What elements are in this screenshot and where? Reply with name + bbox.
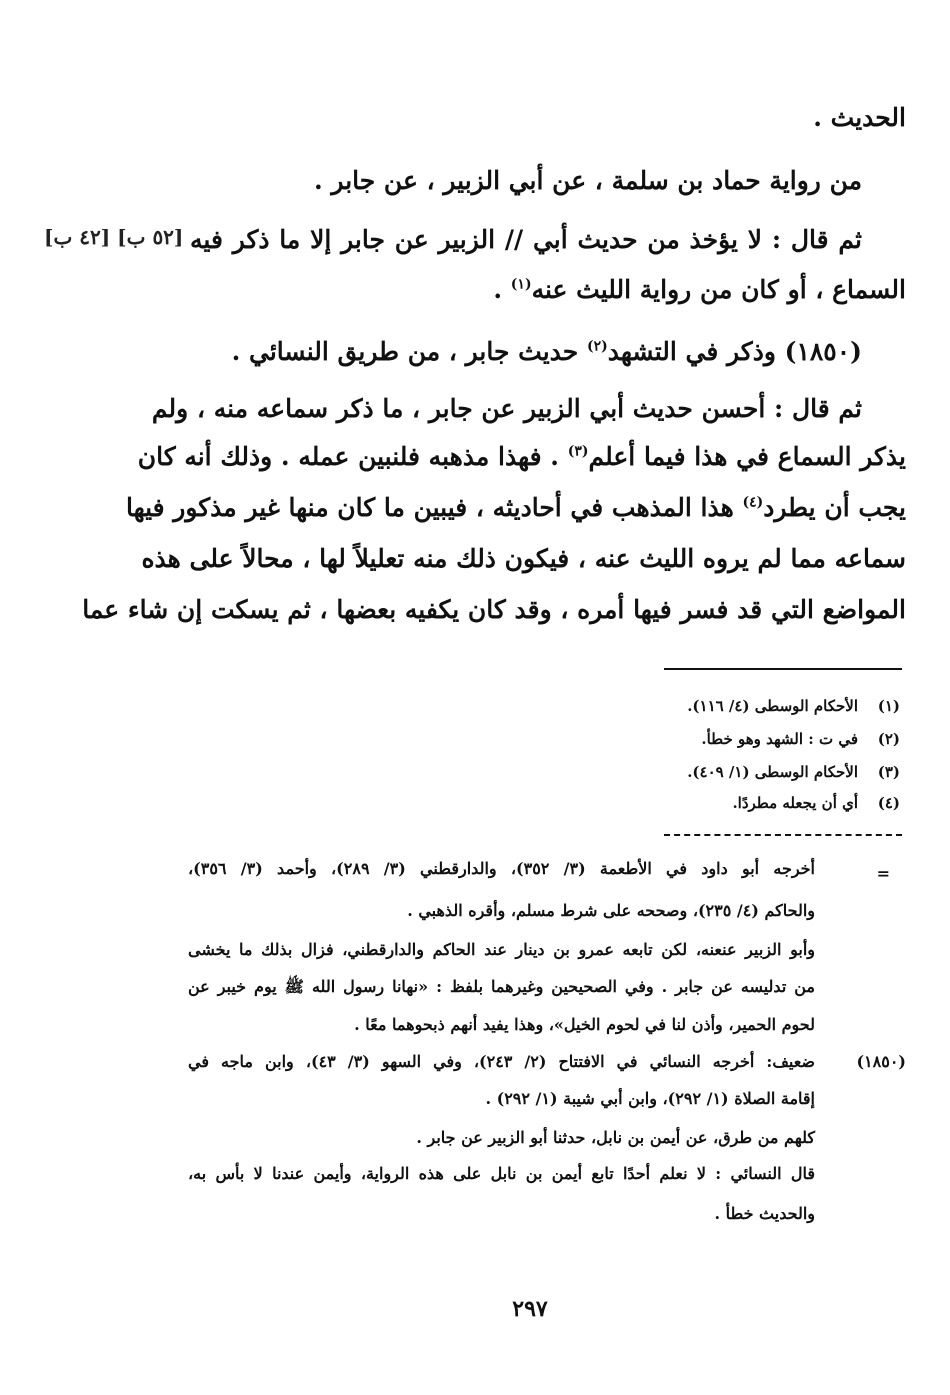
footnote-separator [664,668,902,670]
footnote-2: في ت : الشهد وهو خطأ. [701,730,858,748]
body-line-10: المواضع التي قد فسر فيها أمره ، وقد كان يكفيه بعضها ، ثم يسكت إن شاء عما [82,595,906,624]
takhrij-line-4: من تدليسه عن جابر . وفي الصحيحين وغيرهما بلفظ : «نهانا رسول الله ﷺ يوم خيبر عن [188,977,815,996]
body-line-8: يجب أن يطرد$^{(٤)}$ هذا المذهب في أحاديثه ، فيبين ما كان منها غير مذكور فيها [125,493,906,522]
body-line-1: الحديث . [813,103,906,132]
footnote-number-2: (٢) [877,730,900,748]
takhrij-line-10: والحديث خطأ . [714,1204,815,1223]
body-line-9: سماعه مما لم يروه الليث عنه ، فيكون ذلك منه تعليلاً لها ، محالاً على هذه [141,544,906,573]
manuscript-margin-note: [٥٢ ب] [٤٢ ب] [44,225,184,249]
takhrij-line-7: إقامة الصلاة (١/ ٢٩٢)، وابن أبي شيبة (١/ ٢٩٢) . [485,1089,815,1108]
takhrij-separator [664,834,902,836]
footnote-4: أي أن يجعله مطردًا. [732,794,858,812]
footnote-ref-1: (١) [510,276,532,293]
takhrij-line-8: كلهم من طرق، عن أيمن بن نابل، حدثنا أبو الزبير عن جابر . [416,1128,815,1147]
footnote-ref-3: (٣) [567,443,589,460]
takhrij-line-9: قال النسائي : لا نعلم أحدًا تابع أيمن بن نابل على هذه الرواية، وأيمن عندنا لا بأس به، [188,1164,815,1183]
continuation-marker: = [876,864,890,883]
hadith-number: (١٨٥٠) [856,1052,906,1071]
takhrij-line-1: أخرجه أبو داود في الأطعمة (٣/ ٣٥٢)، والدارقطني (٣/ ٢٨٩)، وأحمد (٣/ ٣٥٦)، [188,859,816,878]
footnote-ref-2: (٢) [586,338,608,355]
body-line-5: (١٨٥٠) وذكر في التشهد$^{(٢)}$ حديث جابر ، من طريق النسائي . [231,337,862,366]
body-line-6: ثم قال : أحسن حديث أبي الزبير عن جابر ، ما ذكر سماعه منه ، ولم [151,394,862,423]
body-line-3: ثم قال : لا يؤخذ من حديث أبي // الزبير عن جابر إلا ما ذكر فيه [190,225,862,254]
takhrij-line-2: والحاكم (٤/ ٢٣٥)، وصححه على شرط مسلم، وأقره الذهبي . [407,901,815,920]
footnote-ref-4: (٤) [742,494,764,511]
takhrij-line-5: لحوم الحمير، وأذن لنا في لحوم الخيل»، وهذا يفيد أنهم ذبحوهما معًا . [354,1015,815,1034]
footnote-1: الأحكام الوسطى (٤/ ١١٦). [687,697,858,715]
takhrij-line-6: ضعيف: أخرجه النسائي في الافتتاح (٢/ ٢٤٣)، وفي السهو (٣/ ٤٣)، وابن ماجه في [188,1052,816,1071]
body-line-4: السماع ، أو كان من رواية الليث عنه$^{(١)}$ . [493,275,906,304]
body-line-2: من رواية حماد بن سلمة ، عن أبي الزبير ، عن جابر . [314,166,862,195]
footnote-number-4: (٤) [877,794,900,812]
page-number: ٢٩٧ [512,1296,548,1322]
takhrij-line-3: وأبو الزبير عنعنه، لكن تابعه عمرو بن دينار عند الحاكم والدارقطني، فزال بذلك ما يخشى [188,940,815,959]
footnote-number-3: (٣) [877,763,900,781]
footnote-3: الأحكام الوسطى (١/ ٤٠٩). [687,763,858,781]
body-line-7: يذكر السماع في هذا فيما أعلم$^{(٣)}$ . فهذا مذهبه فلنبين عمله . وذلك أنه كان [137,442,906,471]
footnote-number-1: (١) [877,697,900,715]
